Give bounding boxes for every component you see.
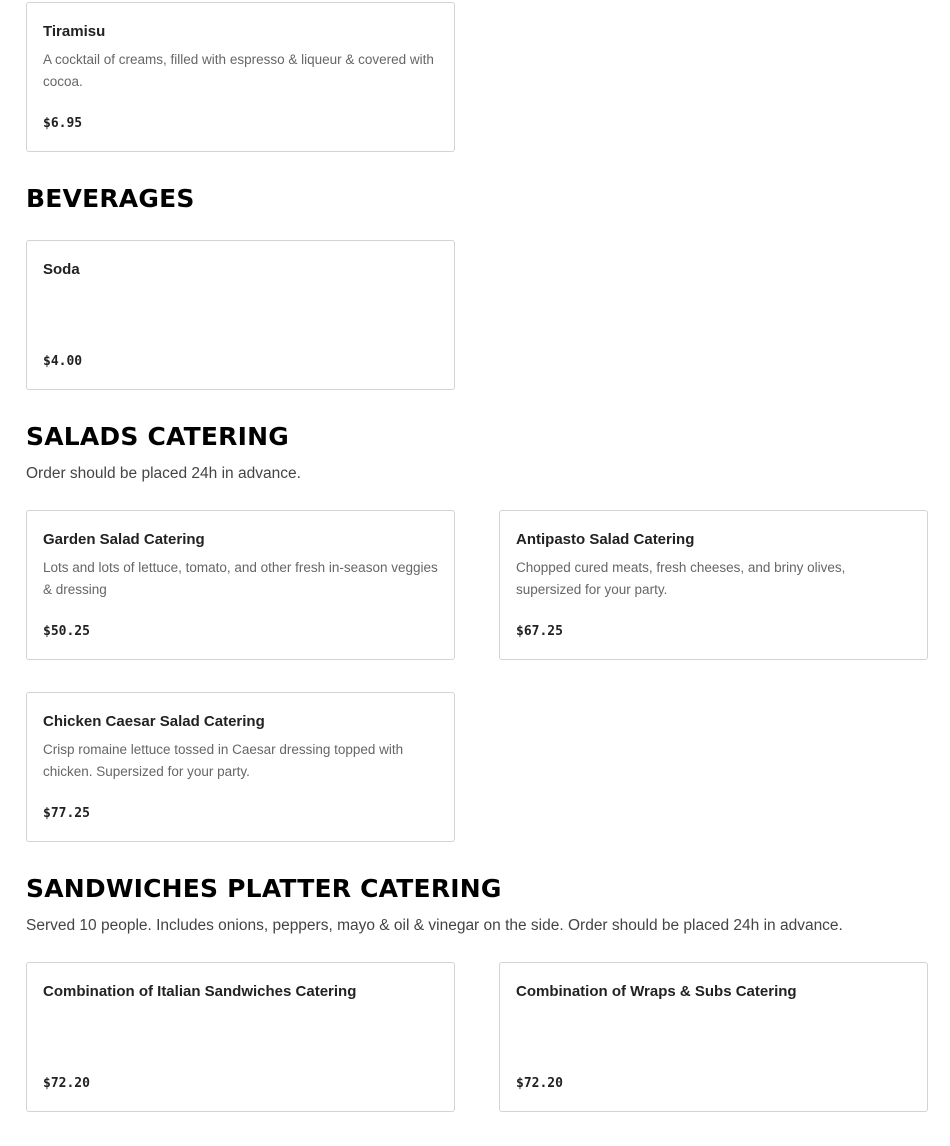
menu-item-price: $72.20 <box>43 1076 90 1091</box>
menu-item-price: $77.25 <box>43 806 90 821</box>
menu-item-card[interactable] <box>26 692 455 842</box>
menu-item-card[interactable] <box>499 962 928 1112</box>
section-note: Served 10 people. Includes onions, peppers, mayo & oil & vinegar on the side. Order should be placed 24h in advance. <box>26 917 843 934</box>
menu-item-description: Lots and lots of lettuce, tomato, and other fresh in-season veggies & dressing <box>43 560 438 597</box>
menu-item-name: Combination of Italian Sandwiches Catering <box>43 983 357 1000</box>
menu-item-price: $72.20 <box>516 1076 563 1091</box>
menu-item-name: Garden Salad Catering <box>43 531 205 548</box>
menu-item-name: Antipasto Salad Catering <box>516 531 695 548</box>
menu-item-card[interactable] <box>26 962 455 1112</box>
menu-item-description: Chopped cured meats, fresh cheeses, and briny olives, supersized for your party. <box>516 560 846 597</box>
section-title: SANDWICHES PLATTER CATERING <box>26 874 502 903</box>
menu-item-price: $4.00 <box>43 354 83 369</box>
menu-item-description: A cocktail of creams, filled with espresso & liqueur & covered with cocoa. <box>43 52 434 89</box>
section-note: Order should be placed 24h in advance. <box>26 465 301 482</box>
menu-item-card[interactable] <box>499 510 928 660</box>
section-title: BEVERAGES <box>26 184 195 213</box>
menu-item-description: Crisp romaine lettuce tossed in Caesar dressing topped with chicken. Supersized for your party. <box>43 742 404 779</box>
section-title: SALADS CATERING <box>26 422 289 451</box>
menu-item-price: $50.25 <box>43 624 90 639</box>
menu-item-name: Soda <box>43 261 80 278</box>
menu-item-card[interactable] <box>26 240 455 390</box>
menu-item-name: Chicken Caesar Salad Catering <box>43 713 265 730</box>
menu-item-card[interactable] <box>26 510 455 660</box>
menu-item-name: Tiramisu <box>43 23 106 40</box>
menu-item-price: $6.95 <box>43 116 83 131</box>
menu-item-name: Combination of Wraps & Subs Catering <box>516 983 797 1000</box>
menu-item-price: $67.25 <box>516 624 563 639</box>
menu-item-card[interactable] <box>26 2 455 152</box>
